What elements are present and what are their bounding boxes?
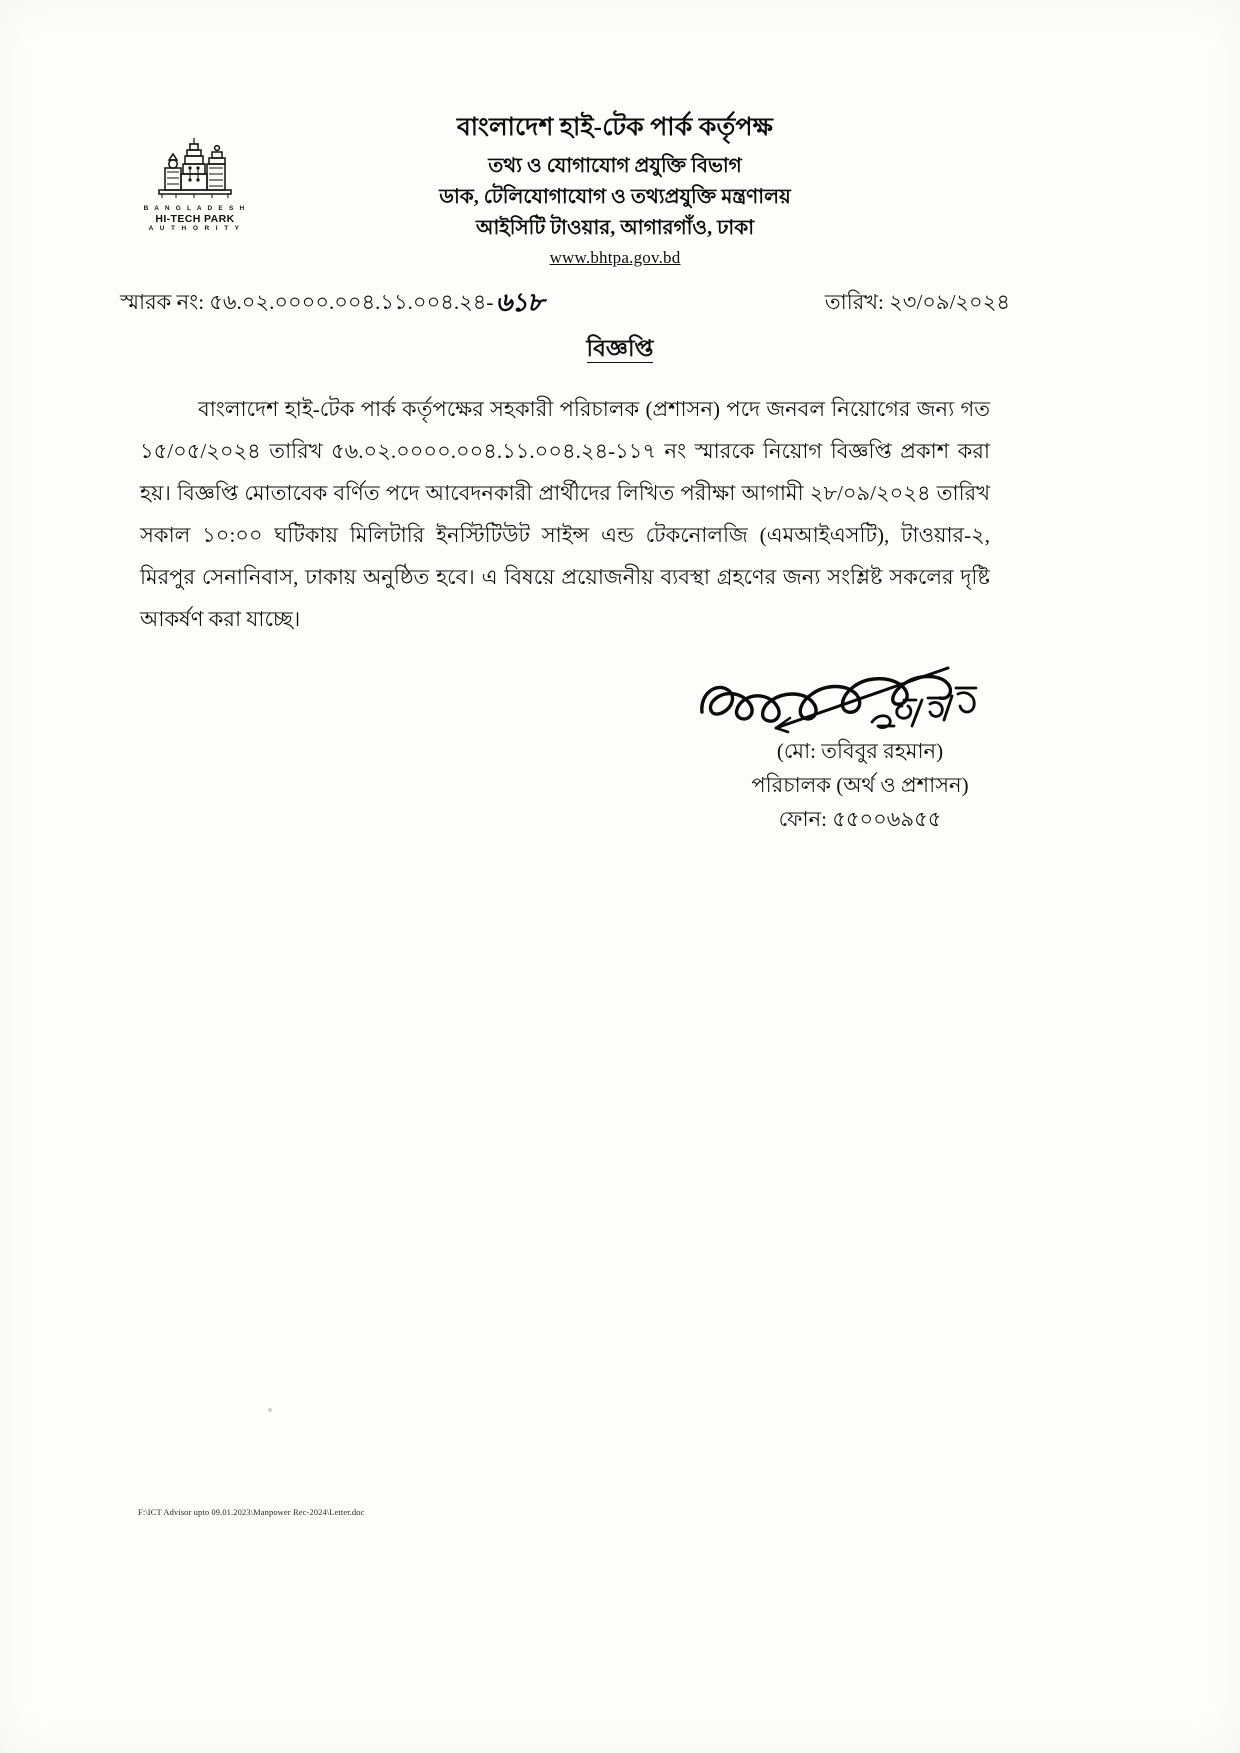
memo-number-handwritten: ৬১৮: [495, 288, 544, 318]
notice-body: বাংলাদেশ হাই-টেক পার্ক কর্তৃপক্ষের সহকারী পরিচালক (প্রশাসন) পদে জনবল নিয়োগের জন্য গত ১৫/০৫/২০২৪ তারিখ ৫৬.০২.০০০০.০০৪.১১.০০৪.২৪-১১৭ নং স্মারকে নিয়োগ বিজ্ঞপ্তি প্রকাশ করা হয়। বিজ্ঞপ্তি মোতাবেক বর্ণিত পদে আবেদনকারী প্রার্থীদের লিখিত পরীক্ষা আগামী ২৮/০৯/২০২৪ তারিখ সকাল ১০:০০ ঘটিকায় মিলিটারি ইনস্টিটিউট সাইন্স এন্ড টেকনোলজি (এমআইএসটি), টাওয়ার-২, মিরপুর সেনানিবাস, ঢাকায় অনুষ্ঠিত হবে। এ বিষয়ে প্রয়োজনীয় ব্যবস্থা গ্রহণের জন্য সংশ্লিষ্ট সকলের দৃষ্টি আকর্ষণ করা যাচ্ছে।: [140, 397, 990, 631]
handwritten-signature-icon: [640, 648, 1080, 740]
memo-row: [120, 280, 1120, 324]
notice-title: [0, 330, 1240, 369]
footer-file-path: F:\ICT Advisor upto 09.01.2023\Manpower Rec-2024\Letter.doc: [138, 1507, 365, 1517]
notice-title-text: বিজ্ঞপ্তি: [586, 336, 654, 361]
organization-logo: [140, 134, 250, 233]
signature-block: [640, 648, 1080, 836]
logo-line-authority: A U T H O R I T Y: [148, 225, 242, 233]
signatory-name: (মো: তবিবুর রহমান): [776, 739, 944, 763]
memo-number: [120, 280, 543, 324]
scan-speck: [268, 1408, 272, 1412]
ministry-name: ডাক, টেলিযোগাযোগ ও তথ্যপ্রযুক্তি মন্ত্রণালয়: [439, 185, 791, 208]
bhtpa-logo-icon: [149, 134, 241, 202]
signatory-designation: পরিচালক (অর্থ ও প্রশাসন): [751, 773, 969, 797]
organization-address: আইসিটি টাওয়ার, আগারগাঁও, ঢাকা: [475, 216, 755, 239]
signatory-phone: ফোন: ৫৫০০৬৯৫৫: [778, 807, 942, 831]
logo-line-bangladesh: B A N G L A D E S H: [143, 205, 247, 212]
organization-name: বাংলাদেশ হাই-টেক পার্ক কর্তৃপক্ষ: [456, 114, 774, 141]
organization-website[interactable]: www.bhtpa.gov.bd: [549, 247, 681, 267]
memo-date: তারিখ: ২৩/০৯/২০২৪: [824, 290, 1010, 314]
memo-number-label: স্মারক নং: ৫৬.০২.০০০০.০০৪.১১.০০৪.২৪-: [120, 290, 494, 314]
organization-header: [290, 112, 940, 268]
logo-wordmark: [140, 205, 250, 233]
logo-line-hitech-park: HI-TECH PARK: [155, 212, 235, 225]
department-name: তথ্য ও যোগাযোগ প্রযুক্তি বিভাগ: [488, 154, 742, 177]
